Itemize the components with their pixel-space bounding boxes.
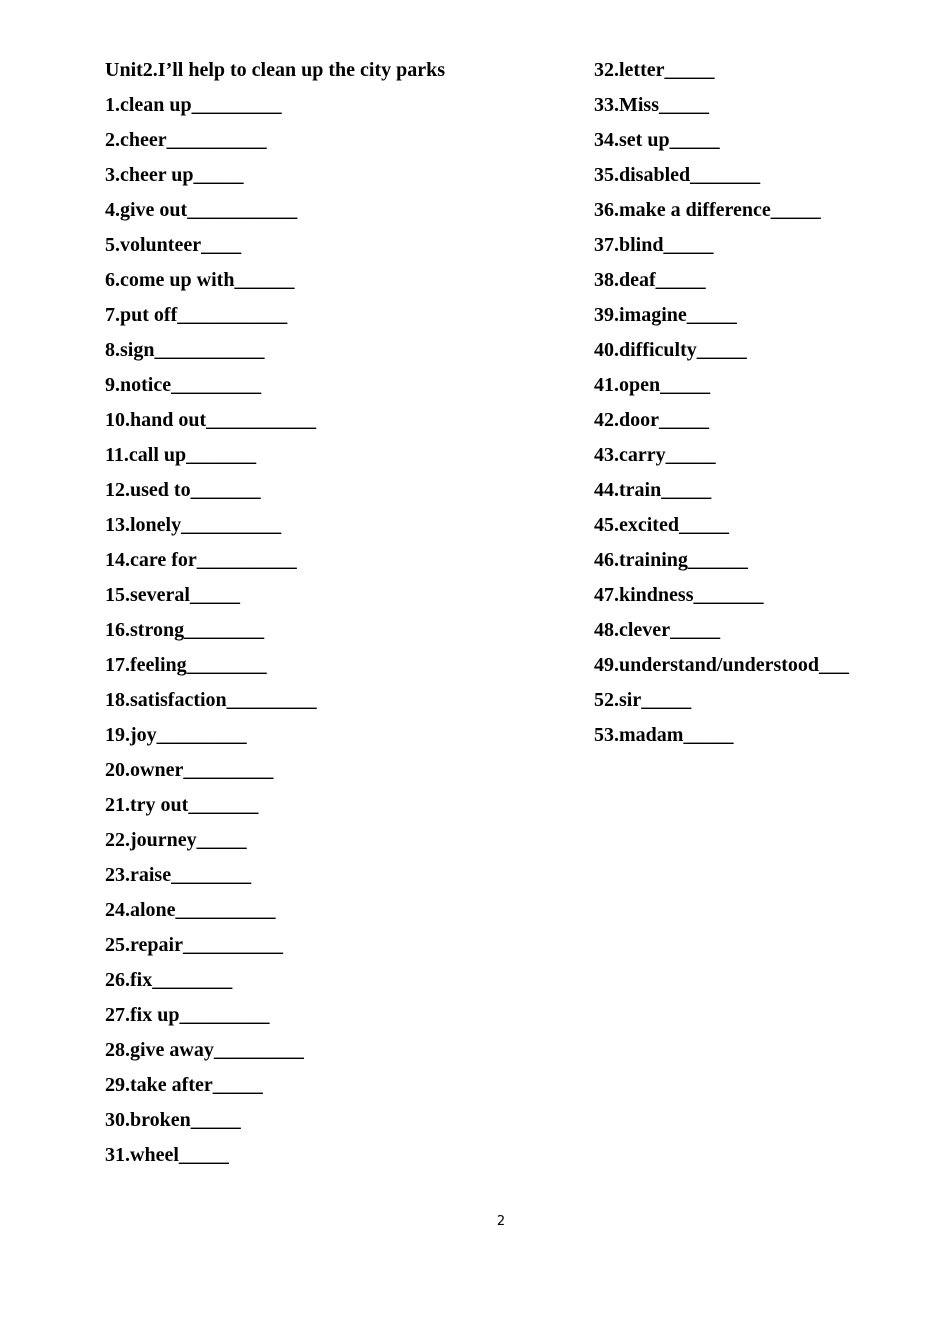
vocab-item-49: 49.understand/understood___	[594, 654, 850, 676]
document-title: Unit2.I’ll help to clean up the city parks	[105, 59, 446, 81]
vocab-item-42: 42.door_____	[594, 409, 709, 431]
vocab-item-32: 32.letter_____	[594, 59, 715, 81]
vocab-item-5: 5.volunteer____	[105, 234, 242, 256]
vocab-item-39: 39.imagine_____	[594, 304, 737, 326]
left-column	[105, 55, 545, 1175]
vocab-item-15: 15.several_____	[105, 584, 240, 606]
vocab-item-30: 30.broken_____	[105, 1109, 241, 1131]
vocab-item-11: 11.call up_______	[105, 444, 257, 466]
vocab-item-28: 28.give away_________	[105, 1039, 304, 1061]
vocab-item-4: 4.give out___________	[105, 199, 298, 221]
vocab-item-36: 36.make a difference_____	[594, 199, 821, 221]
vocab-item-37: 37.blind_____	[594, 234, 714, 256]
vocab-item-35: 35.disabled_______	[594, 164, 761, 186]
vocab-item-31: 31.wheel_____	[105, 1144, 229, 1166]
vocab-item-34: 34.set up_____	[594, 129, 720, 151]
vocab-item-47: 47.kindness_______	[594, 584, 764, 606]
vocab-item-40: 40.difficulty_____	[594, 339, 747, 361]
right-column	[594, 55, 924, 755]
vocab-item-16: 16.strong________	[105, 619, 265, 641]
vocab-item-45: 45.excited_____	[594, 514, 729, 536]
vocab-item-24: 24.alone__________	[105, 899, 276, 921]
vocab-item-18: 18.satisfaction_________	[105, 689, 317, 711]
vocab-item-3: 3.cheer up_____	[105, 164, 244, 186]
vocab-item-23: 23.raise________	[105, 864, 252, 886]
vocab-item-46: 46.training______	[594, 549, 748, 571]
vocab-item-10: 10.hand out___________	[105, 409, 317, 431]
vocab-item-14: 14.care for__________	[105, 549, 297, 571]
vocab-item-52: 52.sir_____	[594, 689, 692, 711]
vocab-item-44: 44.train_____	[594, 479, 712, 501]
vocab-item-41: 41.open_____	[594, 374, 711, 396]
vocab-item-13: 13.lonely__________	[105, 514, 282, 536]
vocab-item-8: 8.sign___________	[105, 339, 265, 361]
vocab-item-12: 12.used to_______	[105, 479, 261, 501]
vocab-item-43: 43.carry_____	[594, 444, 716, 466]
vocab-item-33: 33.Miss_____	[594, 94, 709, 116]
vocab-item-29: 29.take after_____	[105, 1074, 263, 1096]
vocab-item-27: 27.fix up_________	[105, 1004, 270, 1026]
vocab-item-20: 20.owner_________	[105, 759, 274, 781]
vocab-item-48: 48.clever_____	[594, 619, 721, 641]
vocab-item-53: 53.madam_____	[594, 724, 734, 746]
vocab-item-7: 7.put off___________	[105, 304, 288, 326]
page-number: 2	[496, 1214, 506, 1229]
vocab-item-6: 6.come up with______	[105, 269, 295, 291]
vocab-item-22: 22.journey_____	[105, 829, 247, 851]
vocab-item-38: 38.deaf_____	[594, 269, 706, 291]
vocab-item-2: 2.cheer__________	[105, 129, 267, 151]
vocab-item-26: 26.fix________	[105, 969, 233, 991]
vocab-item-21: 21.try out_______	[105, 794, 259, 816]
vocab-item-17: 17.feeling________	[105, 654, 267, 676]
vocab-item-25: 25.repair__________	[105, 934, 283, 956]
vocab-item-1: 1.clean up_________	[105, 94, 282, 116]
vocab-item-9: 9.notice_________	[105, 374, 262, 396]
vocab-item-19: 19.joy_________	[105, 724, 247, 746]
